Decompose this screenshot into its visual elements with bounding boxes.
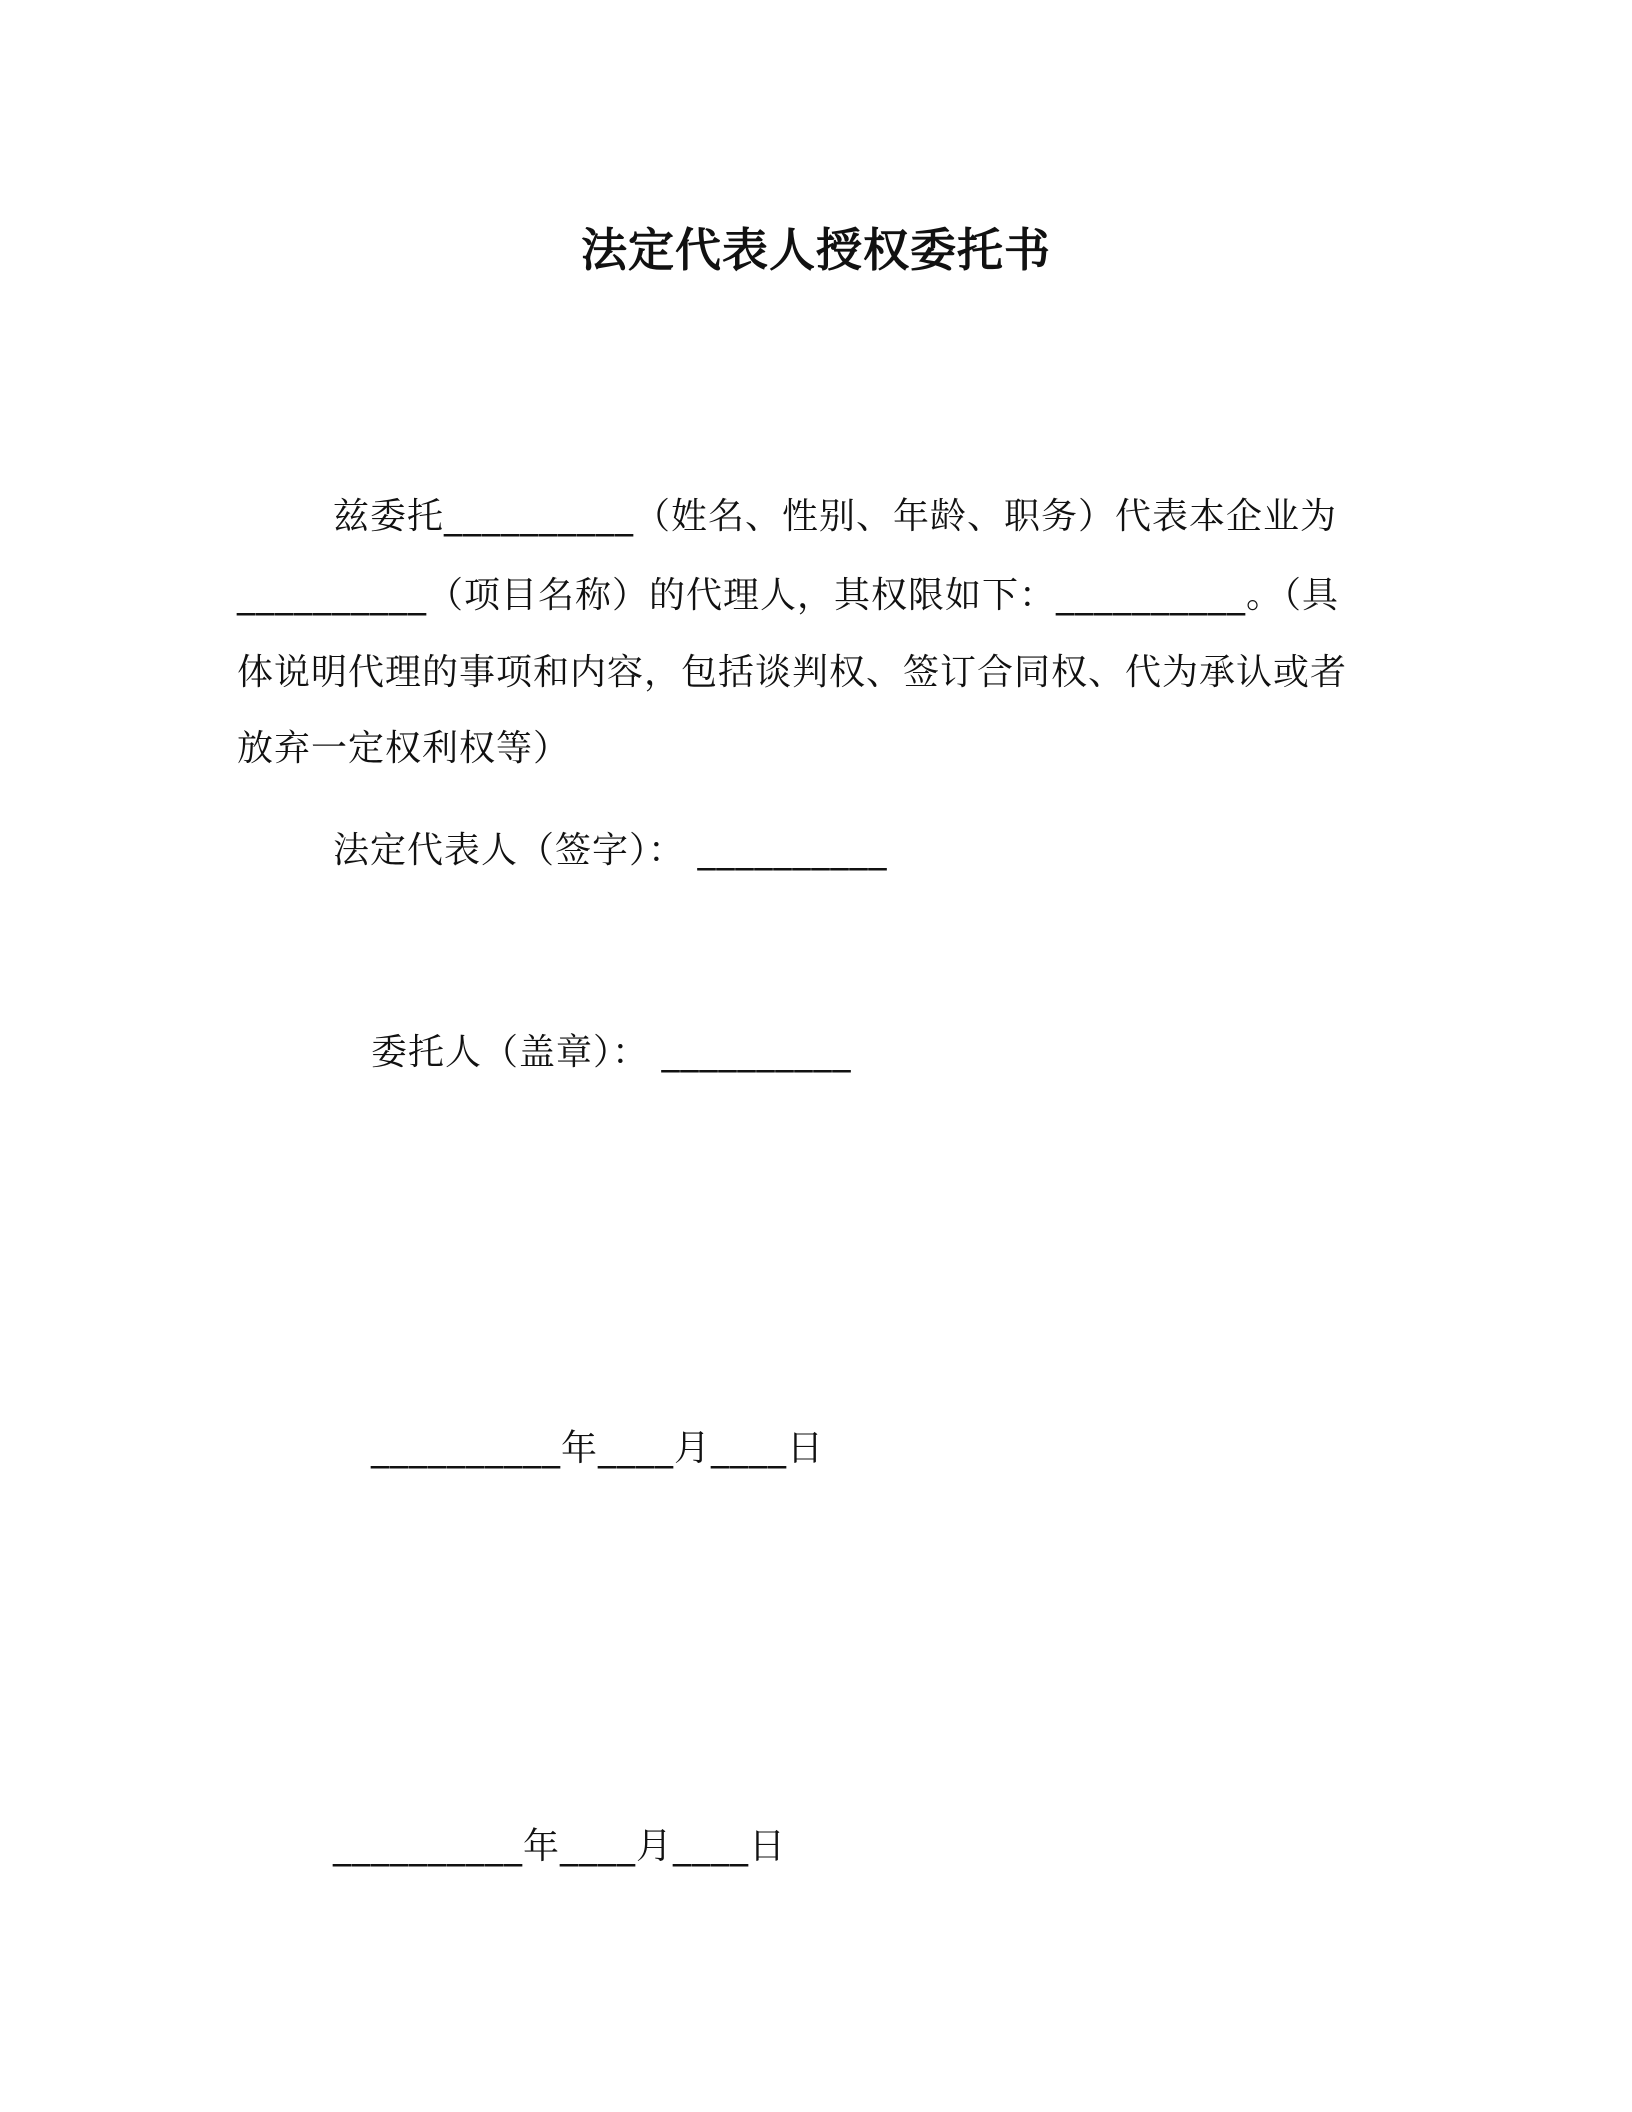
date-line-2: __________年____月____日 [333, 1826, 786, 1867]
document-title: 法定代表人授权委托书 [581, 223, 1051, 277]
legal-representative-signature-line: 法定代表人（签字）： __________ [333, 830, 888, 871]
principal-seal-line: 委托人（盖章）： __________ [371, 1032, 852, 1073]
body-line-2: __________（项目名称）的代理人，其权限如下：__________。（具 [237, 575, 1340, 616]
date-line-1: __________年____月____日 [371, 1428, 824, 1469]
body-line-1: 兹委托__________（姓名、性别、年龄、职务）代表本企业为 [333, 496, 1338, 537]
body-line-3: 体说明代理的事项和内容，包括谈判权、签订合同权、代为承认或者 [237, 652, 1348, 693]
body-line-4: 放弃一定权利权等） [237, 728, 571, 769]
